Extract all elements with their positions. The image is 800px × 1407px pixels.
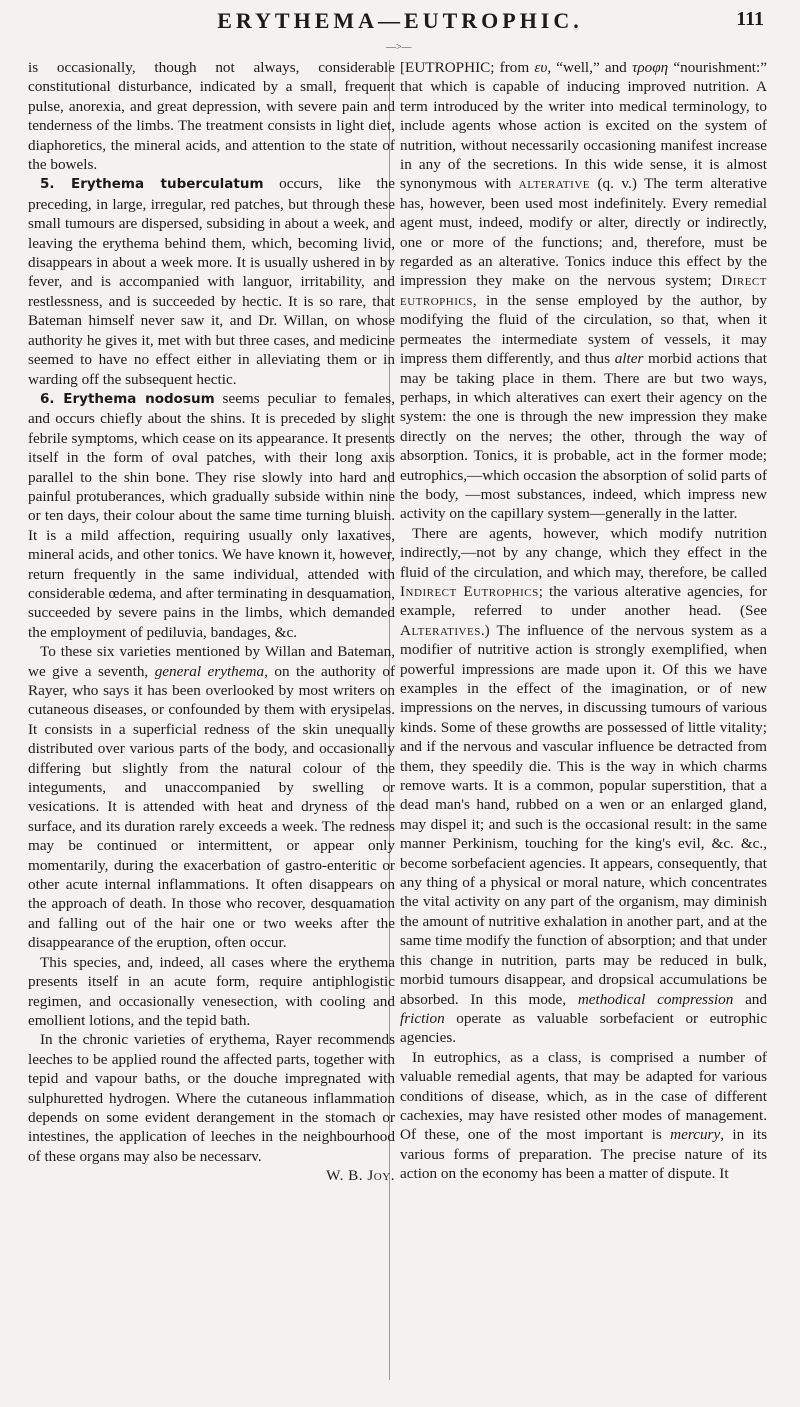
paragraph: 6. Erythema nodosum seems peculiar to females, and occurs chiefly about the shins. It is preceded by slight febrile symptoms, which cease on its appearance. It presents itself in the form of oval patches, with their long axis parallel to the shin bone. They rise slowly into hard and painful protuberances, which gradually subside within nine or ten days, their colour about the same time turning bluish. It is a mild affection, requiring usually only laxatives, mineral acids, and other tonics. We have known it, however, return frequently in the same individual, attended with considerable œdema, and after terminating in desquamation, succeeded by severe pains in the limbs, which demanded the employment of pediluvia, bandages, &c. bbox=[28, 389, 395, 641]
paragraph: 5. Erythema tuberculatum occurs, like the preceding, in large, irregular, red patches, but through these small tumours are dispersed, subsiding in about a week, and leaving the erythema behind them, which, becoming livid, disappears in about a week more. It is usually ushered in by fever, and is accompanied with languor, irritability, and restlessness, and is succeeded by hectic. It is so rare, that Bateman himself never saw it, and Dr. Willan, on whose authority he gives it, met with but three cases, and medicine seemed to have no effect either in alleviating them or in warding off the subsequent hectic. bbox=[28, 175, 395, 388]
paragraph: In the chronic varieties of erythema, Rayer recommends leeches to be applied round the affected parts, together with tepid and vapour baths, or the douche impregnated with sulphuretted hydrogen. Where the cutaneous inflammation depends on some evident derangement in the stomach or intestines, the application of leeches in the neighbourhood of these organs may also be necessarv. bbox=[28, 1031, 395, 1165]
page-header bbox=[0, 8, 800, 53]
left-column bbox=[28, 58, 395, 1186]
paragraph: [EUTROPHIC; from ευ, “well,” and τροφη “nourishment:” that which is capable of inducing improved nutrition. A term introduced by the writer into medical terminology, to include agents whose action is excited on the system of nutrition, without necessarily occasioning manifest increase in any of the secretions. In this wide sense, it is almost synonymous with alterative (q. v.) The term alterative has, however, been used most indefinitely. Every remedial agent must, indeed, modify or alter, directly or indirectly, one or more of the functions; and, therefore, must be regarded as an alterative. Tonics induce this effect by the impression they make on the nervous system; Direct eutrophics, in the sense employed by the author, by modifying the fluid of the circulation, so that, when it permeates the intermediate system of vessels, it may impress them differently, and thus alter morbid actions that may be taking place in them. There are but two ways, perhaps, in which alteratives can exert their agency on the system: the one is through the new impression they make directly on the nerves; the other, through the way of absorption. Tonics, it is probable, act in the former mode; eutrophics,—which occasion the absorption of solid parts of the body, —most substances, indeed, which impress new activity on the capillary system—generally in the latter. bbox=[400, 59, 767, 523]
header-ornament: —>— bbox=[386, 42, 412, 53]
paragraph: In eutrophics, as a class, is comprised a number of valuable remedial agents, that may be adapted for various conditions of disease, which, as in the case of different cachexies, may have resisted other modes of management. Of these, one of the most important is mercury, in its various forms of preparation. The precise nature of its action on the economy has been a matter of dispute. It bbox=[400, 1048, 767, 1183]
running-title: ERYTHEMA—EUTROPHIC. bbox=[217, 8, 583, 33]
paragraph: is occasionally, though not always, considerable constitutional disturbance, indicated by a small, frequent pulse, anorexia, and great depression, with severe pain and tenderness of the limbs. The treatment consists in light diet, diaphoretics, the mineral acids, and attention to the state of the bowels. bbox=[28, 59, 395, 174]
paragraph: This species, and, indeed, all cases where the erythema presents itself in an acute form, require antiphlogistic regimen, and occasionally venesection, with cooling and emollient lotions, and the tepid bath. bbox=[28, 953, 395, 1029]
right-column bbox=[400, 58, 767, 1184]
subheading: 5. Erythema tuberculatum bbox=[40, 176, 264, 193]
subheading: 6. Erythema nodosum bbox=[40, 390, 215, 407]
page-number: 111 bbox=[736, 8, 764, 30]
paragraph: There are agents, however, which modify nutrition indirectly,—not by any change, which they effect in the fluid of the circulation, and which may, therefore, be called Indirect Eutrophics; the various alterative agencies, for example, referred to under another head. (See Alteratives.) The influence of the nervous system as a modifier of nutritive action is strongly exemplified, when powerful impressions are made upon it. Of this we have examples in the effect of the imagination, or of new impressions on the nerves, in discussing tumours of various kinds. Some of these growths are possessed of little vitality; and if the nervous and vascular influence be detracted from them, they speedily die. This is the way in which charms remove warts. It is a common, popular superstition, that a dead man's hand, rubbed on a wen or an enlarged gland, may dispel it; and such is the occasional result: in the same manner Perkinism, touching for the king's evil, &c. &c., become sorbefacient agencies. It appears, consequently, that any thing of a physical or moral nature, which concentrates the vital activity on any part of the organism, may diminish the amount of nutritive exhalation in another part, and at the same time modify the function of absorption; and that under this change in nutrition, parts may be reduced in bulk, morbid tumours disappear, and dropsical accumulations be absorbed. In this mode, methodical compression and friction operate as valuable sorbefacient or eutrophic agencies. bbox=[400, 524, 768, 1047]
paragraph: To these six varieties mentioned by Willan and Bateman, we give a seventh, general erythema, on the authority of Rayer, who says it has been overlooked by most writers on cutaneous diseases, or confounded by them with erysipelas. It consists in a superficial redness of the skin unequally distributed over various parts of the body, and occasionally differing but slightly from the natural colour of the integuments, and unaccompanied by swelling or vesications. It is attended with heat and dryness of the surface, and its duration rarely exceeds a week. The redness may be continued or intermittent, or appear only momentarily, during the exacerbation of gastro-enteritic or other acute internal inflammations. It often disappears on the approach of death. In those who recover, desquamation and falling out of the hair one or two weeks after the disappearance of the eruption, often occur. bbox=[28, 643, 395, 952]
author-signature: W. B. Joy. bbox=[326, 1167, 395, 1185]
